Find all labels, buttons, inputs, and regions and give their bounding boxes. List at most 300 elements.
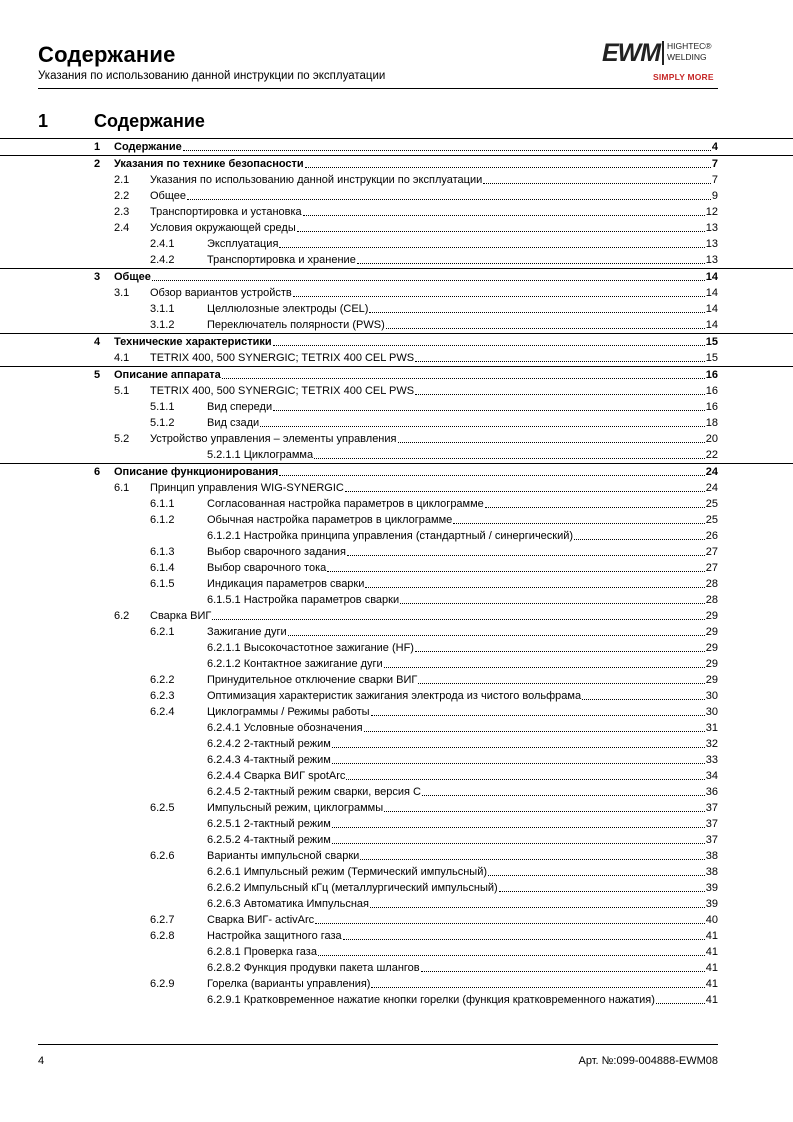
- toc-entry-number: 6.2.2: [150, 674, 175, 686]
- toc-entry-page: 13: [705, 222, 718, 234]
- toc-dot-leader: [418, 672, 704, 684]
- toc-entry[interactable]: [0, 848, 793, 864]
- toc-entry-line: [207, 544, 718, 560]
- toc-entry[interactable]: [0, 415, 793, 431]
- toc-entry-page: 30: [705, 706, 718, 718]
- toc-entry-number: 6.2.5: [150, 802, 175, 814]
- toc-entry-title: Переключатель полярности (PWS): [207, 319, 385, 331]
- toc-entry-title: 6.2.4.1 Условные обозначения: [207, 722, 363, 734]
- page-title: Содержание: [38, 42, 176, 67]
- toc-dot-leader: [183, 139, 711, 151]
- toc-entry-number: 6.2.4: [150, 706, 175, 718]
- toc-entry-page: 38: [705, 866, 718, 878]
- toc-dot-leader: [212, 608, 704, 620]
- toc-entry-line: [207, 816, 718, 832]
- toc-entry-page: 41: [705, 946, 718, 958]
- toc-entry-number: 2: [94, 158, 101, 170]
- toc-entry-line: [207, 832, 718, 848]
- toc-entry-line: [207, 864, 718, 880]
- toc-entry-line: [150, 172, 718, 188]
- toc-entry-title: 6.2.4.4 Сварка ВИГ spotArc: [207, 770, 346, 782]
- toc-entry-line: [150, 220, 718, 236]
- toc-entry-page: 25: [705, 514, 718, 526]
- page-subtitle: Указания по использованию данной инструкции по эксплуатации: [38, 70, 386, 82]
- toc-entry-line: [207, 317, 718, 333]
- logo-brand: EWM: [602, 39, 661, 67]
- toc-entry-page: 24: [705, 482, 718, 494]
- toc-entry-page: 33: [705, 754, 718, 766]
- toc-entry-page: 7: [711, 174, 718, 186]
- toc-entry[interactable]: [0, 560, 793, 576]
- toc-entry[interactable]: [0, 720, 793, 736]
- toc-entry-title: Настройка защитного газа: [207, 930, 342, 942]
- toc-entry-number: 6.2.3: [150, 690, 175, 702]
- toc-entry-page: 15: [705, 352, 718, 364]
- toc-entry-title: Сварка ВИГ: [150, 610, 212, 622]
- toc-entry[interactable]: [0, 624, 793, 640]
- toc-entry-number: 6.2: [114, 610, 130, 622]
- toc-entry-title: Описание аппарата: [114, 369, 221, 381]
- toc-entry[interactable]: [0, 138, 793, 155]
- toc-dot-leader: [371, 976, 704, 988]
- toc-dot-leader: [293, 285, 705, 297]
- toc-dot-leader: [574, 528, 705, 540]
- toc-entry-title: Эксплуатация: [207, 238, 279, 250]
- toc-dot-leader: [370, 896, 705, 908]
- toc-entry-title: 6.2.1.1 Высокочастотное зажигание (HF): [207, 642, 414, 654]
- toc-entry-number: 3.1.2: [150, 319, 175, 331]
- toc-entry-line: [150, 204, 718, 220]
- toc-dot-leader: [499, 880, 705, 892]
- toc-entry-title: Технические характеристики: [114, 336, 272, 348]
- toc-entry-page: 24: [705, 466, 718, 478]
- toc-entry-title: Выбор сварочного задания: [207, 546, 346, 558]
- toc-entry-page: 41: [705, 978, 718, 990]
- toc-entry-title: 6.2.9.1 Кратковременное нажатие кнопки горелки (функция кратковременного нажатия): [207, 994, 655, 1006]
- toc-entry-line: [207, 976, 718, 992]
- toc-entry[interactable]: [0, 768, 793, 784]
- toc-entry[interactable]: [0, 366, 793, 383]
- logo-divider: [662, 41, 664, 65]
- toc-entry-number: 5.2: [114, 433, 130, 445]
- toc-entry-number: 6: [94, 466, 101, 478]
- toc-entry[interactable]: [0, 496, 793, 512]
- toc-entry-title: Оптимизация характеристик зажигания электрода из чистого вольфрама: [207, 690, 582, 702]
- toc-entry-line: [114, 269, 718, 285]
- toc-entry[interactable]: [0, 640, 793, 656]
- toc-entry-title: 6.2.6.3 Автоматика Импульсная: [207, 898, 369, 910]
- toc-dot-leader: [415, 640, 705, 652]
- toc-entry-page: 29: [705, 610, 718, 622]
- toc-entry-title: Варианты импульсной сварки: [207, 850, 360, 862]
- toc-entry-title: Вид спереди: [207, 401, 273, 413]
- toc-entry-number: 1: [94, 141, 101, 153]
- toc-entry-page: 41: [705, 962, 718, 974]
- toc-entry-page: 14: [705, 303, 718, 315]
- toc-entry-line: [207, 236, 718, 252]
- toc-entry-line: [207, 576, 718, 592]
- toc-entry-title: Устройство управления – элементы управления: [150, 433, 397, 445]
- toc-entry[interactable]: [0, 592, 793, 608]
- toc-entry-number: 6.2.6: [150, 850, 175, 862]
- toc-dot-leader: [398, 431, 705, 443]
- toc-entry-line: [207, 992, 718, 1008]
- toc-entry[interactable]: [0, 463, 793, 480]
- toc-entry-line: [114, 367, 718, 383]
- toc-entry[interactable]: [0, 928, 793, 944]
- toc-entry[interactable]: [0, 944, 793, 960]
- toc-dot-leader: [279, 236, 704, 248]
- toc-entry-title: Транспортировка и установка: [150, 206, 302, 218]
- toc-entry-line: [207, 447, 718, 463]
- toc-entry-title: 6.2.5.1 2-тактный режим: [207, 818, 331, 830]
- toc-entry[interactable]: [0, 976, 793, 992]
- toc-dot-leader: [279, 464, 704, 476]
- toc-entry-title: 5.2.1.1 Циклограмма: [207, 449, 314, 461]
- toc-dot-leader: [384, 656, 705, 668]
- toc-entry[interactable]: [0, 447, 793, 463]
- toc-entry[interactable]: [0, 656, 793, 672]
- toc-entry[interactable]: [0, 350, 793, 366]
- toc-dot-leader: [357, 252, 705, 264]
- toc-entry-line: [207, 720, 718, 736]
- toc-entry-page: 15: [705, 336, 718, 348]
- toc-entry[interactable]: [0, 544, 793, 560]
- toc-entry-title: Указания по технике безопасности: [114, 158, 304, 170]
- toc-entry-page: 29: [705, 626, 718, 638]
- toc-entry[interactable]: [0, 672, 793, 688]
- toc-entry[interactable]: [0, 285, 793, 301]
- toc-dot-leader: [327, 560, 705, 572]
- toc-entry-title: Общее: [114, 271, 151, 283]
- toc-entry-page: 9: [711, 190, 718, 202]
- toc-entry[interactable]: [0, 816, 793, 832]
- toc-entry-line: [207, 704, 718, 720]
- toc-dot-leader: [315, 912, 705, 924]
- toc-entry-line: [207, 880, 718, 896]
- toc-entry-page: 25: [705, 498, 718, 510]
- toc-entry-number: 2.1: [114, 174, 130, 186]
- toc-entry-page: 37: [705, 818, 718, 830]
- toc-entry[interactable]: [0, 736, 793, 752]
- ewm-logo: [597, 38, 727, 88]
- toc-entry-page: 16: [705, 385, 718, 397]
- toc-dot-leader: [364, 720, 705, 732]
- toc-dot-leader: [303, 204, 705, 216]
- toc-entry-number: 2.3: [114, 206, 130, 218]
- logo-tagline: SIMPLY MORE: [653, 72, 714, 82]
- toc-dot-leader: [422, 784, 705, 796]
- footer-divider: [38, 1044, 718, 1045]
- toc-entry-title: Зажигание дуги: [207, 626, 287, 638]
- toc-entry-page: 41: [705, 930, 718, 942]
- toc-entry-page: 13: [705, 254, 718, 266]
- toc-dot-leader: [273, 334, 705, 346]
- toc-dot-leader: [365, 576, 704, 588]
- toc-entry-number: 5.1: [114, 385, 130, 397]
- toc-entry[interactable]: [0, 704, 793, 720]
- toc-entry-page: 20: [705, 433, 718, 445]
- toc-dot-leader: [347, 544, 705, 556]
- toc-dot-leader: [288, 624, 705, 636]
- toc-dot-leader: [260, 415, 705, 427]
- toc-entry[interactable]: [0, 832, 793, 848]
- toc-entry-line: [150, 188, 718, 204]
- toc-dot-leader: [485, 496, 705, 508]
- toc-entry-line: [114, 464, 718, 480]
- toc-entry-number: 6.1.5: [150, 578, 175, 590]
- toc-dot-leader: [488, 864, 705, 876]
- toc-dot-leader: [305, 156, 711, 168]
- toc-entry-page: 38: [705, 850, 718, 862]
- toc-entry-number: 6.1.4: [150, 562, 175, 574]
- toc-entry[interactable]: [0, 896, 793, 912]
- toc-entry-title: 6.2.8.1 Проверка газа: [207, 946, 317, 958]
- toc-dot-leader: [187, 188, 711, 200]
- toc-entry[interactable]: [0, 576, 793, 592]
- toc-entry-number: 5: [94, 369, 101, 381]
- toc-entry-page: 39: [705, 898, 718, 910]
- toc-entry[interactable]: [0, 480, 793, 496]
- toc-dot-leader: [152, 269, 705, 281]
- toc-entry[interactable]: [0, 992, 793, 1008]
- toc-entry-line: [207, 688, 718, 704]
- toc-entry[interactable]: [0, 528, 793, 544]
- toc-entry-line: [150, 431, 718, 447]
- toc-entry-page: 14: [705, 287, 718, 299]
- toc-entry-line: [207, 399, 718, 415]
- logo-line2: WELDING: [667, 52, 707, 62]
- toc-entry-title: 6.1.5.1 Настройка параметров сварки: [207, 594, 400, 606]
- toc-dot-leader: [421, 960, 705, 972]
- toc-entry-line: [207, 496, 718, 512]
- toc-entry-line: [207, 784, 718, 800]
- toc-entry-number: 6.1.3: [150, 546, 175, 558]
- toc-entry-number: 6.2.7: [150, 914, 175, 926]
- toc-entry[interactable]: [0, 236, 793, 252]
- toc-entry[interactable]: [0, 960, 793, 976]
- toc-entry[interactable]: [0, 172, 793, 188]
- toc-entry[interactable]: [0, 864, 793, 880]
- toc-entry-title: Содержание: [114, 141, 182, 153]
- toc-entry-title: Принцип управления WIG-SYNERGIC: [150, 482, 344, 494]
- toc-entry-page: 14: [705, 319, 718, 331]
- toc-dot-leader: [415, 383, 705, 395]
- toc-entry-line: [207, 912, 718, 928]
- toc-entry-title: Обзор вариантов устройств: [150, 287, 292, 299]
- toc-dot-leader: [582, 688, 705, 700]
- toc-dot-leader: [369, 301, 704, 313]
- toc-dot-leader: [346, 768, 704, 780]
- toc-entry-number: 3.1: [114, 287, 130, 299]
- toc-dot-leader: [332, 752, 705, 764]
- toc-entry-number: 6.1: [114, 482, 130, 494]
- toc-dot-leader: [415, 350, 705, 362]
- toc-entry-number: 4.1: [114, 352, 130, 364]
- toc-entry-number: 2.4.1: [150, 238, 175, 250]
- toc-entry-page: 18: [705, 417, 718, 429]
- toc-dot-leader: [318, 944, 705, 956]
- table-of-contents: [0, 138, 793, 1008]
- toc-entry-title: 6.2.1.2 Контактное зажигание дуги: [207, 658, 383, 670]
- toc-dot-leader: [332, 832, 705, 844]
- toc-entry-number: 3.1.1: [150, 303, 175, 315]
- toc-entry[interactable]: [0, 512, 793, 528]
- toc-entry[interactable]: [0, 220, 793, 236]
- toc-entry-line: [207, 656, 718, 672]
- toc-entry-title: 6.2.4.5 2-тактный режим сварки, версия С: [207, 786, 421, 798]
- toc-entry-page: 27: [705, 546, 718, 558]
- toc-entry[interactable]: [0, 688, 793, 704]
- toc-dot-leader: [343, 928, 705, 940]
- toc-entry-page: 28: [705, 594, 718, 606]
- toc-entry-title: Описание функционирования: [114, 466, 279, 478]
- toc-entry[interactable]: [0, 399, 793, 415]
- toc-entry-number: 2.4.2: [150, 254, 175, 266]
- toc-entry-title: Указания по использованию данной инструкции по эксплуатации: [150, 174, 483, 186]
- toc-entry-line: [207, 301, 718, 317]
- toc-entry[interactable]: [0, 608, 793, 624]
- toc-entry[interactable]: [0, 333, 793, 350]
- toc-entry-title: 6.2.6.1 Импульсный режим (Термический импульсный): [207, 866, 488, 878]
- toc-dot-leader: [656, 992, 705, 1004]
- toc-entry[interactable]: [0, 752, 793, 768]
- toc-entry-line: [207, 928, 718, 944]
- toc-entry[interactable]: [0, 252, 793, 268]
- toc-entry-line: [207, 252, 718, 268]
- toc-entry-title: TETRIX 400, 500 SYNERGIC; TETRIX 400 CEL PWS: [150, 352, 415, 364]
- toc-entry-line: [207, 415, 718, 431]
- toc-entry-number: 6.1.2: [150, 514, 175, 526]
- logo-line1: HIGHTEC®: [667, 41, 712, 51]
- toc-entry[interactable]: [0, 188, 793, 204]
- toc-entry-title: Выбор сварочного тока: [207, 562, 327, 574]
- section-title: Содержание: [94, 111, 205, 131]
- toc-entry-line: [150, 350, 718, 366]
- toc-entry-title: 6.2.8.2 Функция продувки пакета шлангов: [207, 962, 420, 974]
- toc-dot-leader: [332, 736, 705, 748]
- toc-entry-line: [207, 736, 718, 752]
- toc-dot-leader: [297, 220, 705, 232]
- toc-entry-line: [207, 640, 718, 656]
- toc-entry-number: 6.2.9: [150, 978, 175, 990]
- toc-entry-page: 16: [705, 401, 718, 413]
- toc-entry[interactable]: [0, 317, 793, 333]
- toc-entry-title: Принудительное отключение сварки ВИГ: [207, 674, 418, 686]
- toc-entry-line: [114, 156, 718, 172]
- toc-entry-number: 6.2.8: [150, 930, 175, 942]
- toc-entry-title: Транспортировка и хранение: [207, 254, 356, 266]
- footer-page-number: 4: [38, 1055, 45, 1067]
- toc-entry-page: 22: [705, 449, 718, 461]
- toc-entry-page: 13: [705, 238, 718, 250]
- toc-entry-page: 12: [705, 206, 718, 218]
- toc-entry-page: 31: [705, 722, 718, 734]
- footer-article-number: Арт. №:099-004888-EWM08: [578, 1055, 718, 1067]
- toc-dot-leader: [453, 512, 704, 524]
- toc-dot-leader: [386, 317, 705, 329]
- toc-entry-title: Согласованная настройка параметров в циклограмме: [207, 498, 484, 510]
- toc-entry[interactable]: [0, 784, 793, 800]
- toc-entry-line: [207, 960, 718, 976]
- toc-entry-page: 14: [705, 271, 718, 283]
- toc-entry-line: [207, 528, 718, 544]
- toc-entry-number: 6.1.1: [150, 498, 175, 510]
- toc-entry[interactable]: [0, 912, 793, 928]
- toc-entry-title: 6.2.5.2 4-тактный режим: [207, 834, 331, 846]
- toc-entry-title: Индикация параметров сварки: [207, 578, 365, 590]
- toc-entry-number: 5.1.1: [150, 401, 175, 413]
- toc-entry-title: 6.2.4.2 2-тактный режим: [207, 738, 331, 750]
- toc-entry-line: [207, 624, 718, 640]
- toc-entry-page: 30: [705, 690, 718, 702]
- toc-entry-line: [207, 560, 718, 576]
- toc-entry-page: 4: [711, 141, 718, 153]
- toc-dot-leader: [384, 800, 705, 812]
- toc-entry-title: Обычная настройка параметров в циклограмме: [207, 514, 453, 526]
- toc-entry[interactable]: [0, 383, 793, 399]
- toc-entry[interactable]: [0, 301, 793, 317]
- toc-entry[interactable]: [0, 880, 793, 896]
- toc-entry-title: Горелка (варианты управления): [207, 978, 371, 990]
- toc-entry-title: Вид сзади: [207, 417, 260, 429]
- toc-entry-line: [207, 512, 718, 528]
- toc-entry-title: Импульсный режим, циклограммы: [207, 802, 384, 814]
- toc-entry-page: 26: [705, 530, 718, 542]
- toc-entry-line: [207, 896, 718, 912]
- toc-entry-line: [150, 480, 718, 496]
- section-number: 1: [38, 111, 49, 131]
- toc-entry-page: 16: [705, 369, 718, 381]
- toc-entry-page: 27: [705, 562, 718, 574]
- toc-entry[interactable]: [0, 268, 793, 285]
- toc-dot-leader: [371, 704, 705, 716]
- toc-entry-page: 29: [705, 658, 718, 670]
- toc-entry-number: 3: [94, 271, 101, 283]
- toc-entry-line: [150, 608, 718, 624]
- toc-dot-leader: [222, 367, 705, 379]
- toc-dot-leader: [360, 848, 704, 860]
- toc-entry-title: Условия окружающей среды: [150, 222, 296, 234]
- toc-entry-number: 6.2.1: [150, 626, 175, 638]
- toc-entry-title: Общее: [150, 190, 187, 202]
- toc-entry-number: 4: [94, 336, 101, 348]
- toc-entry-number: 2.2: [114, 190, 130, 202]
- toc-entry-line: [207, 800, 718, 816]
- toc-entry-page: 41: [705, 994, 718, 1006]
- toc-dot-leader: [483, 172, 711, 184]
- header-divider: [38, 88, 718, 89]
- toc-entry-title: TETRIX 400, 500 SYNERGIC; TETRIX 400 CEL PWS: [150, 385, 415, 397]
- toc-entry-page: 34: [705, 770, 718, 782]
- toc-entry-line: [207, 944, 718, 960]
- toc-dot-leader: [345, 480, 705, 492]
- toc-dot-leader: [314, 447, 705, 459]
- toc-entry-line: [114, 139, 718, 155]
- toc-entry[interactable]: [0, 204, 793, 220]
- toc-entry-page: 7: [711, 158, 718, 170]
- toc-entry-page: 36: [705, 786, 718, 798]
- toc-entry-title: Сварка ВИГ- activArc: [207, 914, 315, 926]
- toc-entry[interactable]: [0, 800, 793, 816]
- toc-entry-line: [207, 752, 718, 768]
- toc-entry[interactable]: [0, 155, 793, 172]
- toc-entry[interactable]: [0, 431, 793, 447]
- toc-entry-page: 29: [705, 642, 718, 654]
- toc-entry-line: [150, 383, 718, 399]
- toc-entry-page: 37: [705, 802, 718, 814]
- toc-entry-page: 32: [705, 738, 718, 750]
